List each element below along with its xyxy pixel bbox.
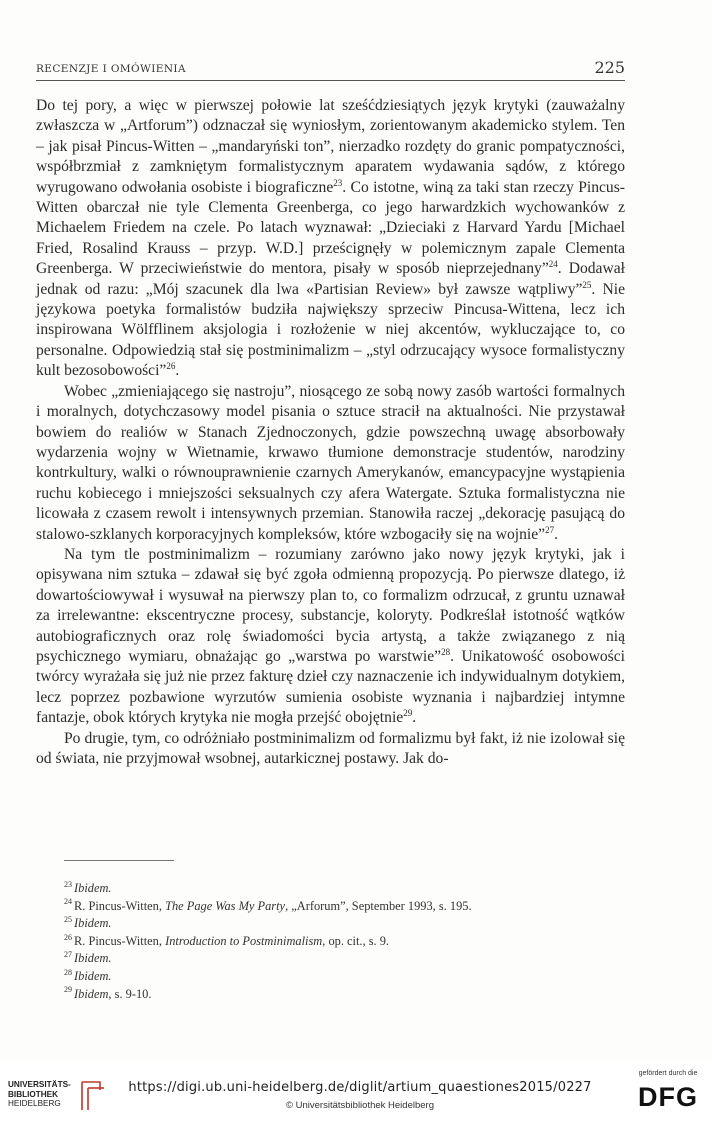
running-head: [36, 60, 625, 81]
funding-caption: gefördert durch die: [638, 1070, 698, 1077]
viewer-footer: [0, 1060, 712, 1121]
text-run: Po drugie, tym, co odróżniało postminimalizm od formalizmu był fakt, iż nie izolował się od świata, nie przyjmował wsobnej, autarkicznej postawy. Jak do-: [36, 729, 625, 767]
library-mark-icon: [78, 1080, 106, 1112]
library-logo[interactable]: [8, 1080, 128, 1116]
footnote-number: 28: [64, 967, 72, 977]
footnote-italic: The Page Was My Party: [165, 898, 286, 913]
footnote-number: 26: [64, 932, 72, 942]
funding-logo[interactable]: [632, 1070, 704, 1116]
text-run: . Dodawał jednak od razu: „Mój szacunek dla lwa «Partisian Review» był zawsze wątpliwy”: [36, 260, 625, 298]
footnote-ref[interactable]: 29: [403, 708, 413, 718]
footnote-italic: Ibidem.: [74, 968, 112, 983]
footnote-ref[interactable]: 28: [441, 646, 451, 657]
text-run: . Co istotne, winą za taki stan rzeczy Pincus-Witten obarczał nie tyle Clementa Greenberga, co jego harwardzkich wychowanków z Michaelem Friedem na czele. Po latach wyznawał: „Dzieciaki z Harvard Yardu [Michael Fried, Rosalind Krauss – przyp. W.D.] prześcignęły w polemicznym zapale Clementa Greenberga. W przeciwieństwie do mentora, pisały w sposób nieprzejednany”: [36, 178, 625, 278]
text-run: .: [554, 525, 559, 543]
page-number: 225: [594, 58, 625, 77]
footnote-italic: Ibidem.: [74, 951, 112, 966]
footnote-number: 27: [64, 950, 72, 960]
footnote-23: [64, 880, 624, 898]
section-title: RECENZJE I OMÓWIENIA: [36, 63, 186, 75]
footnote-number: 23: [64, 879, 72, 889]
footnote-text: , „Arforum”, September 1993, s. 195.: [285, 898, 472, 913]
footnote-24: [64, 898, 624, 916]
footnote-29: [64, 986, 624, 1004]
footnote-italic: Ibidem.: [74, 881, 112, 895]
footnote-divider: [64, 860, 174, 861]
paragraph-2: [36, 382, 625, 545]
text-run: Na tym tle postminimalizm – rozumiany zarówno jako nowy język krytyki, jak i opisywana nim sztuka – zdawał się być zgoła odmienną propozycją. Po pierwsze dlatego, iż dowartościowywał i wysuwał na pierwszy plan to, co formalizm odrzucał, z gruntu uznawał za irrelewantne: ekscentryczne procesy, substancje, koloryty. Podkreślał istotność wątków autobiograficznych oraz rolę świadomości bycia artystą, a także związanego z nią psychicznego wymiaru, obnażając go „warstwa po warstwie”: [36, 545, 625, 665]
paragraph-4: [36, 729, 625, 770]
footnote-25: [64, 915, 624, 933]
footnote-ref[interactable]: 26: [166, 361, 176, 372]
footnote-italic: Ibidem: [74, 986, 109, 1001]
text-run: Do tej pory, a więc w pierwszej połowie lat sześćdziesiątych język krytyki (zauważalny zwłaszcza w „Artforum”) odznaczał się wyniosłym, zorientowanym akademicko stylem. Ten – jak pisał Pincus-Witten – „mandaryński ton”, nierzadko rozdęty do granic pompatyczności, współbrzmiał z zamkniętym formalistycznym aparatem wydawania sądów, z którego wyrugowano odwołania osobiste i biograficzne: [36, 97, 625, 196]
footnote-ref[interactable]: 25: [582, 279, 592, 290]
footnote-number: 25: [64, 915, 72, 925]
footnote-italic: Ibidem.: [74, 916, 112, 931]
footnote-26: [64, 933, 624, 951]
dfg-logo: DFG: [638, 1082, 698, 1112]
footnote-text: , op. cit., s. 9.: [322, 933, 390, 948]
footnote-27: [64, 950, 624, 968]
copyright-notice: © Universitätsbibliothek Heidelberg: [286, 1100, 434, 1111]
text-run: Wobec „zmieniającego się nastroju”, niosącego ze sobą nowy zasób wartości formalnych i moralnych, dotychczasowy model pisania o sztuce stracił na aktualności. Nie przystawał bowiem do realiów w Stanach Zjednoczonych, gdzie powszechną uwagę absorbowały wydarzenia wojny w Wietnamie, krwawo tłumione demonstracje studentów, narodziny kontrkultury, walki o równouprawnienie czarnych Amerykanów, emancypacyjne wystąpienia ruchu kobiecego i mniejszości seksualnych czy afera Watergate. Sztuka formalistyczna nie licowała z czasem rewolt i intensywnych przemian. Stanowiła raczej „dekorację pasującą do stalowo-szklanych korporacyjnych kompleksów, które wzbogaciły się na wojnie”: [36, 382, 625, 543]
library-name-line: BIBLIOTHEK: [8, 1089, 59, 1099]
text-run: . Unikatowość osobowości twórcy wyrażała się już nie przez fakturę dzieł czy naznaczenie ich indywidualnym dotykiem, lecz poprzez pozbawione wyrzutów sumienia osobiste wyznania i najbardziej intymne fantazje, obok których krytyka nie mogła przejść obojętnie: [36, 647, 625, 727]
text-run: .: [175, 362, 180, 380]
footnote-ref[interactable]: 24: [548, 259, 558, 270]
footnote-text: , s. 9-10.: [108, 986, 152, 1001]
footnote-28: [64, 968, 624, 986]
footnote-italic: Introduction to Postminimalism: [165, 933, 323, 948]
footnote-number: 24: [64, 897, 72, 907]
footnote-ref[interactable]: 23: [333, 177, 343, 188]
paragraph-3: [36, 545, 625, 729]
document-url[interactable]: https://digi.ub.uni-heidelberg.de/diglit/artium_quaestiones2015/0227: [128, 1080, 592, 1095]
footnote-text: R. Pincus-Witten,: [74, 898, 166, 913]
body-text: [36, 96, 625, 769]
text-run: .: [412, 709, 417, 727]
footnote-ref[interactable]: 27: [545, 524, 555, 535]
footnote-number: 29: [64, 985, 72, 995]
text-run: . Nie językowa poetyka formalistów budziła największy sprzeciw Pincusa-Wittena, lecz ich inspirowana Wölfflinem aksjologia i rozłożenie w niej akcentów, wykluczające to, co personalne. Odpowiedzią stał się postminimalizm – „styl odrzucający wysoce formalistyczny kult bezosobowości”: [36, 280, 625, 380]
footnote-text: R. Pincus-Witten,: [74, 933, 166, 948]
library-name: [8, 1080, 71, 1109]
library-name-line: UNIVERSITÄTS-: [8, 1080, 71, 1089]
footnotes: [64, 880, 624, 1003]
library-city: HEIDELBERG: [8, 1099, 61, 1108]
paragraph-1: [36, 96, 625, 382]
